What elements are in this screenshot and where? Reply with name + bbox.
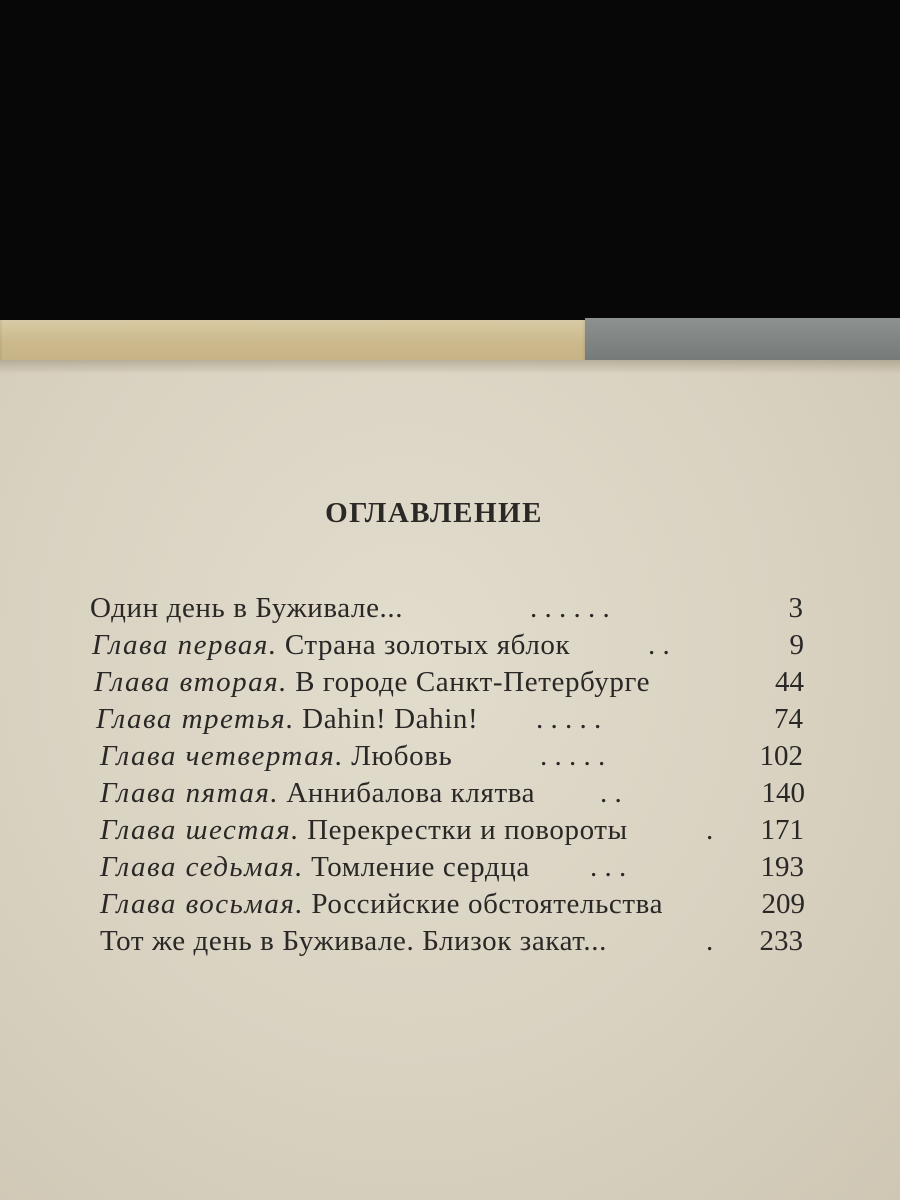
toc-entry-title: Аннибалова клятва: [286, 777, 536, 809]
toc-entry-page: 233: [759, 925, 803, 957]
toc-entry-chapter: Глава первая.: [92, 629, 278, 661]
toc-entry-page: 102: [759, 740, 803, 772]
toc-entry-title: Один день в Буживале...: [90, 592, 404, 624]
toc-entry-3: [94, 664, 804, 700]
toc-entry-leader: .: [706, 814, 714, 846]
toc-entry-page: 74: [774, 703, 803, 735]
toc-entry-chapter: Глава четвертая.: [100, 740, 344, 772]
toc-entry-leader: . . . . .: [540, 740, 606, 772]
toc-entry-10: [100, 923, 803, 959]
toc-entry-leader: . . .: [590, 851, 627, 883]
toc-entry-leader: . . . . .: [536, 703, 602, 735]
toc-entry-title: Любовь: [351, 740, 453, 772]
toc-entry-7: [100, 812, 804, 848]
cover-cloth: [585, 318, 900, 360]
toc-entry-chapter: Глава седьмая.: [100, 851, 304, 883]
toc-entry-chapter: Глава восьмая.: [100, 888, 305, 920]
toc-entry-title: Российские обстоятельства: [311, 888, 664, 920]
toc-entry-chapter: Глава вторая.: [94, 666, 288, 698]
toc-entry-page: 209: [761, 888, 805, 920]
toc-entry-9: [100, 886, 805, 922]
toc-entry-1: [90, 590, 803, 626]
toc-entry-title: Dahin! Dahin!: [302, 703, 479, 735]
page-top-shadow: [0, 360, 900, 374]
toc-entry-page: 171: [760, 814, 804, 846]
toc-entry-leader: . .: [648, 629, 670, 661]
toc-entry-title: В городе Санкт-Петербурге: [295, 666, 651, 698]
toc-entry-8: [100, 849, 804, 885]
toc-entry-2: [92, 627, 804, 663]
toc-entry-title: Томление сердца: [311, 851, 530, 883]
toc-entry-5: [100, 738, 803, 774]
toc-entry-page: 140: [761, 777, 805, 809]
dark-background: [0, 0, 900, 330]
toc-entry-page: 3: [788, 592, 803, 624]
toc-entry-chapter: Глава шестая.: [100, 814, 300, 846]
toc-entry-leader: . .: [600, 777, 622, 809]
toc-entry-page: 44: [775, 666, 804, 698]
toc-entry-chapter: Глава третья.: [96, 703, 295, 735]
toc-entry-leader: . . . . . .: [530, 592, 610, 624]
toc-entry-title: Страна золотых яблок: [284, 629, 571, 661]
toc-entry-page: 193: [760, 851, 804, 883]
toc-entry-title: Тот же день в Буживале. Близок закат...: [100, 925, 607, 957]
toc-entry-6: [100, 775, 805, 811]
toc-entry-4: [96, 701, 803, 737]
toc-entry-title: Перекрестки и повороты: [307, 814, 628, 846]
toc-entry-chapter: Глава пятая.: [100, 777, 280, 809]
toc-entry-page: 9: [789, 629, 804, 661]
toc-entry-leader: .: [706, 925, 714, 957]
toc-heading: ОГЛАВЛЕНИЕ: [325, 497, 543, 529]
